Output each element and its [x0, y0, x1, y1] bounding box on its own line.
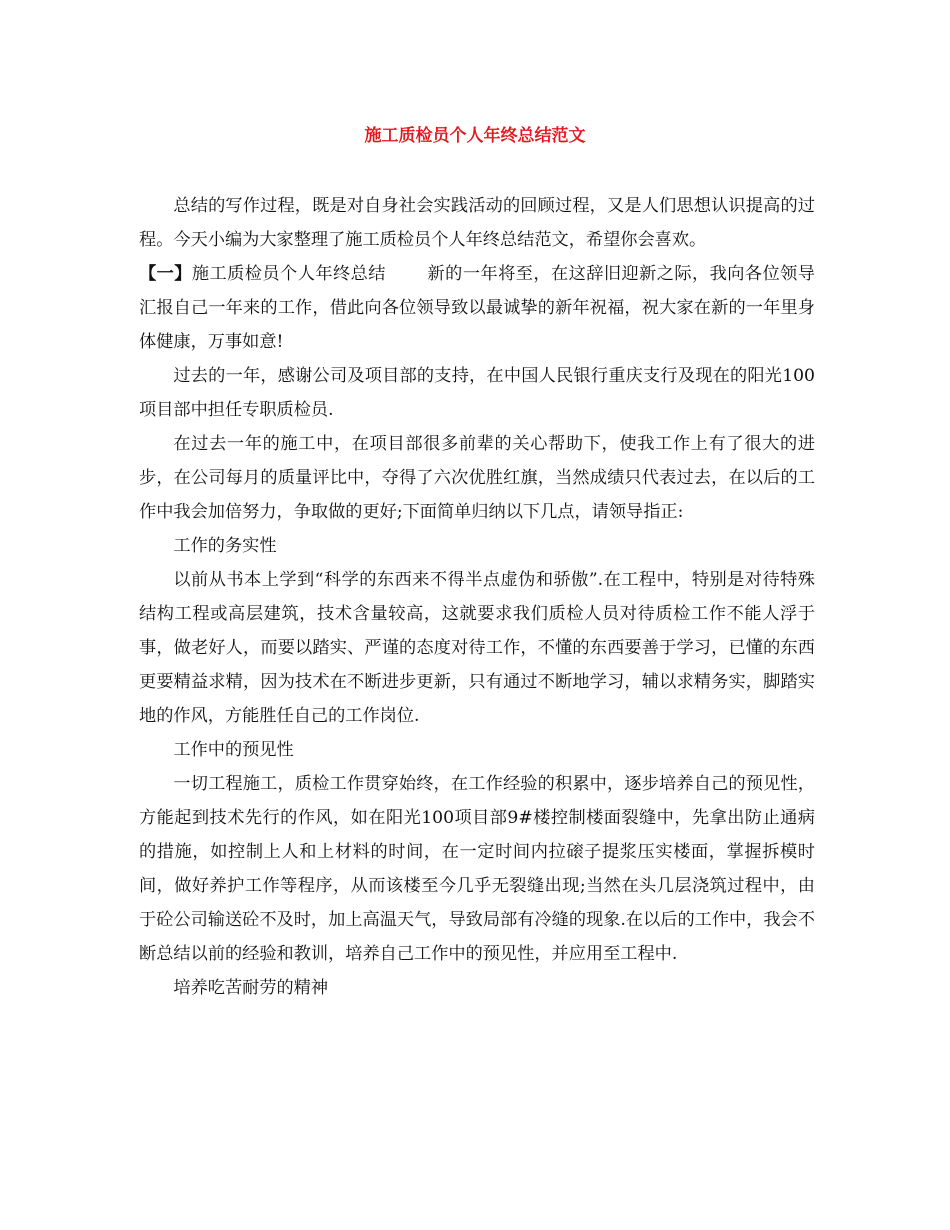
- subheading-work-foresight: 工作中的预见性: [173, 740, 294, 760]
- paragraph-3: 以前从书本上学到“科学的东西来不得半点虚伪和骄傲”.在工程中，特别是对待特殊结构工程或高层建筑，技术含量较高，这就要求我们质检人员对待质检工作不能人浮于事，做老好人，而要以踏实、严谨的态度对待工作，不懂的东西要善于学习，已懂的东西更要精益求精，因为技术在不断进步更新，只有通过不断地学习，辅以求精务实，脚踏实地的作风，方能胜任自己的工作岗位.: [139, 570, 815, 726]
- subheading-hardworking-spirit: 培养吃苦耐劳的精神: [173, 978, 329, 998]
- document-body: [139, 189, 815, 1005]
- section-1-paragraph: [139, 257, 815, 359]
- section-1-opening: 新的一年将至，在这辞旧迎新之际，我向各位领导汇报自己一年来的工作，借此向各位领导致以最诚挚的新年祝福，祝大家在新的一年里身体健康，万事如意!: [139, 264, 815, 352]
- section-1-title: 施工质检员个人年终总结: [191, 264, 386, 284]
- subheading-work-practicality: 工作的务实性: [173, 536, 277, 556]
- intro-paragraph: 总结的写作过程，既是对自身社会实践活动的回顾过程，又是人们思想认识提高的过程。今天小编为大家整理了施工质检员个人年终总结范文，希望你会喜欢。: [139, 196, 815, 250]
- paragraph-2: 在过去一年的施工中，在项目部很多前辈的关心帮助下，使我工作上有了很大的进步，在公司每月的质量评比中，夺得了六次优胜红旗，当然成绩只代表过去，在以后的工作中我会加倍努力，争取做的更好;下面简单归纳以下几点，请领导指正:: [139, 434, 815, 522]
- paragraph-1: 过去的一年，感谢公司及项目部的支持，在中国人民银行重庆支行及现在的阳光100项目部中担任专职质检员.: [139, 366, 815, 420]
- section-marker: 【一】: [139, 264, 192, 284]
- paragraph-4: 一切工程施工，质检工作贯穿始终，在工作经验的积累中，逐步培养自己的预见性，方能起到技术先行的作风，如在阳光100项目部9#楼控制楼面裂缝中，先拿出防止通病的措施，如控制上人和上材料的时间，在一定时间内拉磙子提浆压实楼面，掌握拆模时间，做好养护工作等程序，从而该楼至今几乎无裂缝出现;当然在头几层浇筑过程中，由于砼公司输送砼不及时，加上高温天气，导致局部有冷缝的现象.在以后的工作中，我会不断总结以前的经验和教训，培养自己工作中的预见性，并应用至工程中.: [139, 774, 815, 964]
- document-title: 施工质检员个人年终总结范文: [364, 126, 586, 146]
